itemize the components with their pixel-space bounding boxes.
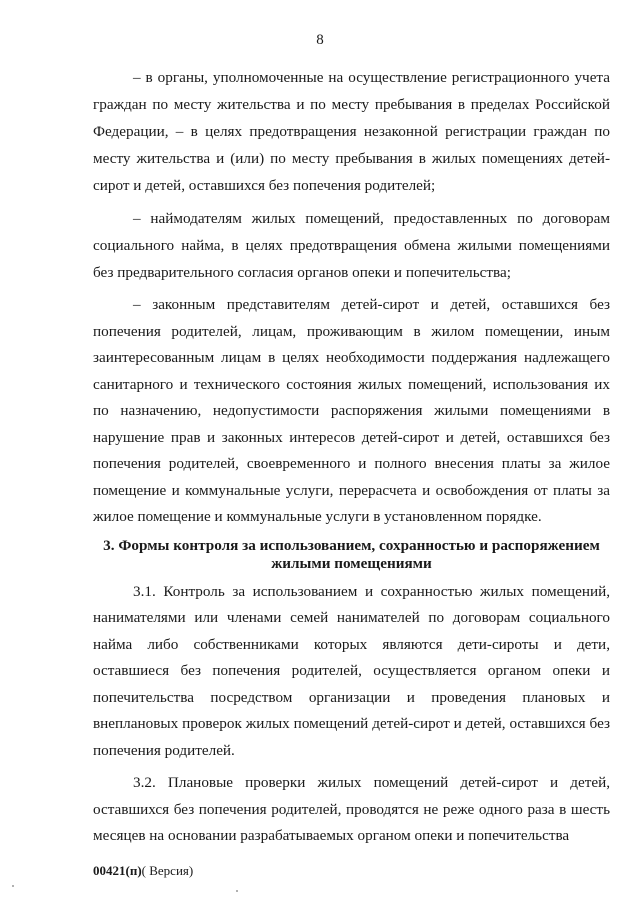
paragraph-3-1: 3.1. Контроль за использованием и сохранностью жилых помещений, нанимателями или членами семей нанимателей по договорам социального найма либо собственниками которых являются дети-сироты и дети, оставшиеся без попечения родителей, осуществляется органом опеки и попечительства посредством организации и проведения плановых и внеплановых проверок жилых помещений детей-сирот и детей, оставшихся без попечения родителей. — [93, 582, 610, 759]
scan-speck — [12, 885, 14, 887]
footer-version: ( Версия) — [141, 863, 194, 878]
paragraph-registration-bodies: – в органы, уполномоченные на осуществление регистрационного учета граждан по месту жительства и по месту пребывания в пределах Российской Федерации, – в целях предотвращения незаконной регистрации граждан по месту жительства и (или) по месту пребывания в жилых помещениях детей-сирот и детей, оставшихся без попечения родителей; — [93, 69, 610, 194]
page-number: 8 — [316, 32, 324, 48]
scan-speck — [236, 890, 238, 892]
footer-code: 00421(п) — [93, 863, 142, 878]
document-footer-code — [93, 863, 193, 879]
section-heading: 3. Формы контроля за использованием, сохранностью и распоряжением жилыми помещениями — [103, 536, 600, 572]
document-body — [93, 64, 610, 850]
paragraph-3-2: 3.2. Плановые проверки жилых помещений детей-сирот и детей, оставшихся без попечения родителей, проводятся не реже одного раза в шесть месяцев на основании разрабатываемых органом опеки и попечительства — [93, 774, 610, 844]
paragraph-legal-representatives: – законным представителям детей-сирот и детей, оставшихся без попечения родителей, лицам, проживающим в жилом помещении, иным заинтересованным лицам в целях необходимости поддержания надлежащего санитарного и технического состояния жилых помещений, использования их по назначению, недопустимости распоряжения жилыми помещениями в нарушение прав и законных интересов детей-сирот и детей, оставшихся без попечения родителей, своевременного и полного внесения платы за жилое помещение и коммунальные услуги, перерасчета и освобождения от платы за жилое помещение и коммунальные услуги в установленном порядке. — [93, 296, 610, 525]
paragraph-landlords: – наймодателям жилых помещений, предоставленных по договорам социального найма, в целях предотвращения обмена жилыми помещениями без предварительного согласия органов опеки и попечительства; — [93, 210, 610, 281]
